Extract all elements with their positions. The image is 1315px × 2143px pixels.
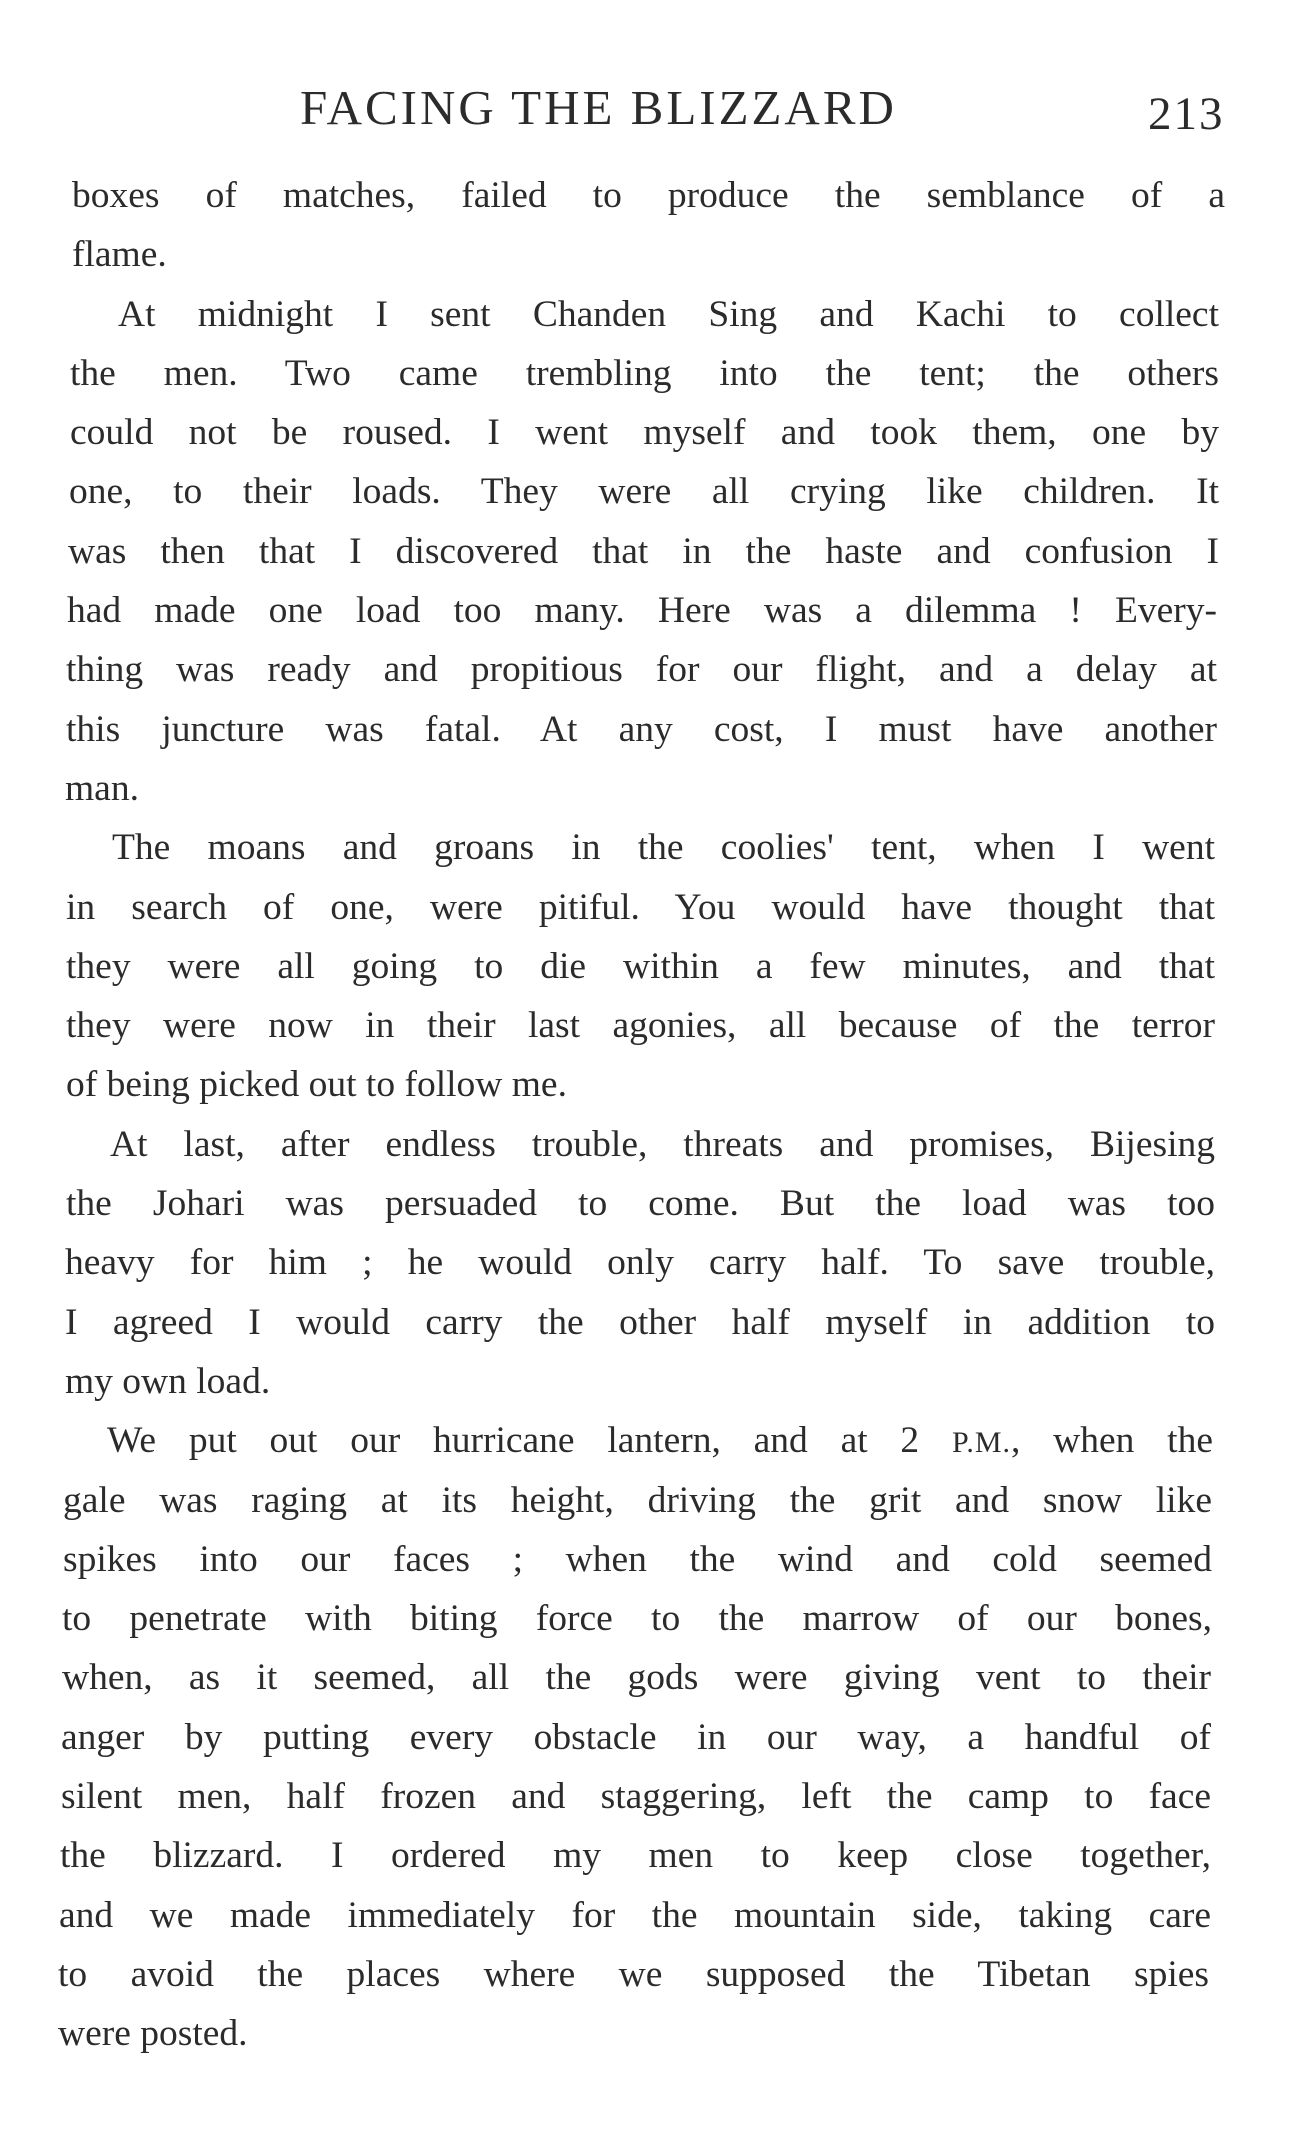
page-number: 213: [1148, 88, 1225, 140]
text-line: this juncture was fatal. At any cost, I must have another: [66, 708, 1217, 750]
text-line: they were all going to die within a few minutes, and that: [66, 945, 1215, 987]
text-line: At midnight I sent Chanden Sing and Kachi to collect: [118, 293, 1219, 335]
body-text: [0, 166, 1315, 2064]
text-line: they were now in their last agonies, all because of the terror: [66, 1005, 1215, 1047]
text-line: my own load.: [65, 1360, 271, 1402]
text-line: spikes into our faces ; when the wind and cold seemed: [63, 1538, 1212, 1580]
text-line: was then that I discovered that in the haste and confusion I: [68, 530, 1219, 572]
text-line: At last, after endless trouble, threats and promises, Bijesing: [110, 1123, 1215, 1165]
small-caps-abbrev: P.M.: [951, 1426, 1012, 1460]
text-line: The moans and groans in the coolies' tent, when I went: [112, 827, 1215, 869]
text-line: man.: [65, 767, 139, 809]
text-line: heavy for him ; he would only carry half. To save trouble,: [65, 1242, 1215, 1284]
text-line: one, to their loads. They were all crying like children. It: [69, 471, 1219, 513]
text-line: the blizzard. I ordered my men to keep close together,: [60, 1835, 1211, 1877]
text-line: the Johari was persuaded to come. But the load was too: [66, 1183, 1215, 1225]
text-line: I agreed I would carry the other half myself in addition to: [65, 1301, 1215, 1343]
line-segment: We put out our hurricane lantern, and at 2: [107, 1420, 952, 1462]
text-line: could not be roused. I went myself and took them, one by: [70, 412, 1219, 454]
text-line: of being picked out to follow me.: [66, 1064, 567, 1106]
running-title: FACING THE BLIZZARD: [300, 80, 897, 135]
text-line: the men. Two came trembling into the tent; the others: [70, 352, 1219, 394]
text-line: thing was ready and propitious for our flight, and a delay at: [66, 649, 1217, 691]
text-line: and we made immediately for the mountain side, taking care: [59, 1894, 1211, 1936]
text-line: [0, 1411, 1315, 1470]
text-line: when, as it seemed, all the gods were giving vent to their: [62, 1657, 1211, 1699]
text-line: in search of one, were pitiful. You would have thought that: [66, 886, 1215, 928]
text-line: gale was raging at its height, driving the grit and snow like: [63, 1479, 1212, 1521]
text-line: had made one load too many. Here was a dilemma ! Every-: [67, 590, 1217, 632]
text-line: to penetrate with biting force to the marrow of our bones,: [62, 1598, 1212, 1640]
text-line: to avoid the places where we supposed the Tibetan spies: [58, 1953, 1209, 1995]
text-line: boxes of matches, failed to produce the semblance of a: [72, 175, 1225, 216]
text-line: were posted.: [58, 2013, 248, 2055]
text-line: silent men, half frozen and staggering, left the camp to face: [61, 1776, 1211, 1818]
text-line: flame.: [72, 234, 167, 276]
running-head: [0, 78, 1315, 138]
text-line: anger by putting every obstacle in our way, a handful of: [61, 1716, 1211, 1758]
line-segment: , when the: [1011, 1420, 1214, 1462]
